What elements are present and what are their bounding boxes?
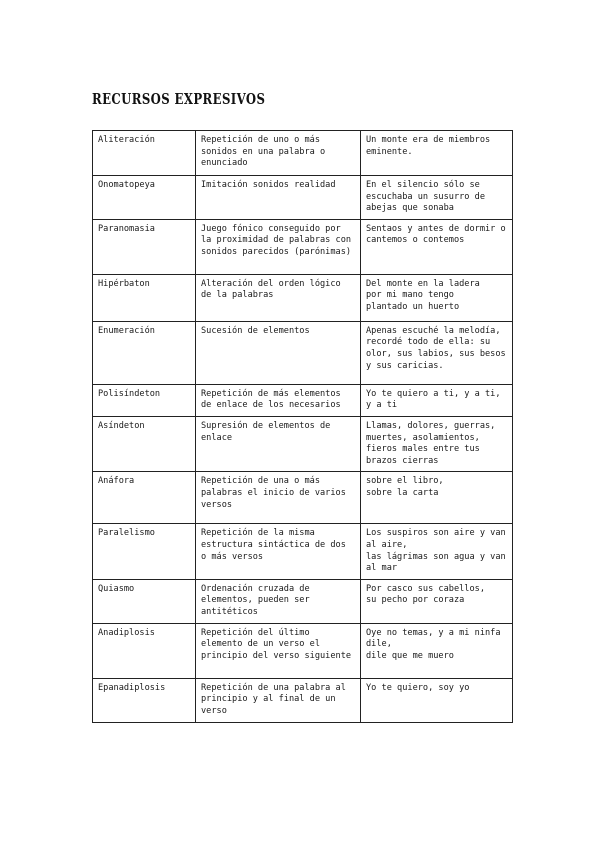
table-row (93, 472, 513, 524)
resource-name: Paranomasia (93, 219, 196, 274)
table-row (93, 131, 513, 176)
resource-name: Anadiplosis (93, 623, 196, 678)
resource-name: Anáfora (93, 472, 196, 524)
table-row (93, 219, 513, 274)
resource-definition: Alteración del orden lógico de la palabras (196, 274, 361, 321)
resource-name: Asíndeton (93, 416, 196, 471)
resource-example: Llamas, dolores, guerras, muertes, asolamientos, fieros males entre tus brazos cierras (361, 416, 513, 471)
table-row (93, 416, 513, 471)
resource-name: Paralelismo (93, 524, 196, 579)
resource-definition: Ordenación cruzada de elementos, pueden ser antitéticos (196, 579, 361, 623)
resource-example: Yo te quiero a ti, y a ti, y a ti (361, 384, 513, 416)
table-row (93, 524, 513, 579)
resource-definition: Repetición de más elementos de enlace de los necesarios (196, 384, 361, 416)
resources-table (92, 130, 513, 723)
resource-example: Los suspiros son aire y van al aire, las lágrimas son agua y van al mar (361, 524, 513, 579)
resource-example: Yo te quiero, soy yo (361, 678, 513, 722)
resource-definition: Imitación sonidos realidad (196, 176, 361, 220)
resource-name: Enumeración (93, 321, 196, 384)
table-row (93, 623, 513, 678)
resource-example: En el silencio sólo se escuchaba un susurro de abejas que sonaba (361, 176, 513, 220)
resource-definition: Repetición de uno o más sonidos en una palabra o enunciado (196, 131, 361, 176)
resource-example: Apenas escuché la melodía, recordé todo de ella: su olor, sus labios, sus besos y sus caricias. (361, 321, 513, 384)
resource-definition: Juego fónico conseguido por la proximidad de palabras con sonidos parecidos (parónimas) (196, 219, 361, 274)
table-row (93, 274, 513, 321)
table-row (93, 176, 513, 220)
resource-name: Onomatopeya (93, 176, 196, 220)
page-title: RECURSOS EXPRESIVOS (92, 90, 266, 108)
resource-name: Aliteración (93, 131, 196, 176)
resource-example: Por casco sus cabellos, su pecho por coraza (361, 579, 513, 623)
resource-name: Hipérbaton (93, 274, 196, 321)
resource-name: Polisíndeton (93, 384, 196, 416)
table-row (93, 384, 513, 416)
resource-definition: Repetición del último elemento de un verso el principio del verso siguiente (196, 623, 361, 678)
table-row (93, 678, 513, 722)
resource-example: Sentaos y antes de dormir o cantemos o contemos (361, 219, 513, 274)
resource-example: sobre el libro, sobre la carta (361, 472, 513, 524)
resource-definition: Supresión de elementos de enlace (196, 416, 361, 471)
table-row (93, 321, 513, 384)
resource-name: Quiasmo (93, 579, 196, 623)
resource-definition: Repetición de una o más palabras el inicio de varios versos (196, 472, 361, 524)
resource-definition: Sucesión de elementos (196, 321, 361, 384)
resource-definition: Repetición de la misma estructura sintáctica de dos o más versos (196, 524, 361, 579)
resource-name: Epanadiplosis (93, 678, 196, 722)
table-row (93, 579, 513, 623)
resource-definition: Repetición de una palabra al principio y al final de un verso (196, 678, 361, 722)
resource-example: Oye no temas, y a mi ninfa dile, dile que me muero (361, 623, 513, 678)
resource-example: Un monte era de miembros eminente. (361, 131, 513, 176)
resource-example: Del monte en la ladera por mi mano tengo plantado un huerto (361, 274, 513, 321)
